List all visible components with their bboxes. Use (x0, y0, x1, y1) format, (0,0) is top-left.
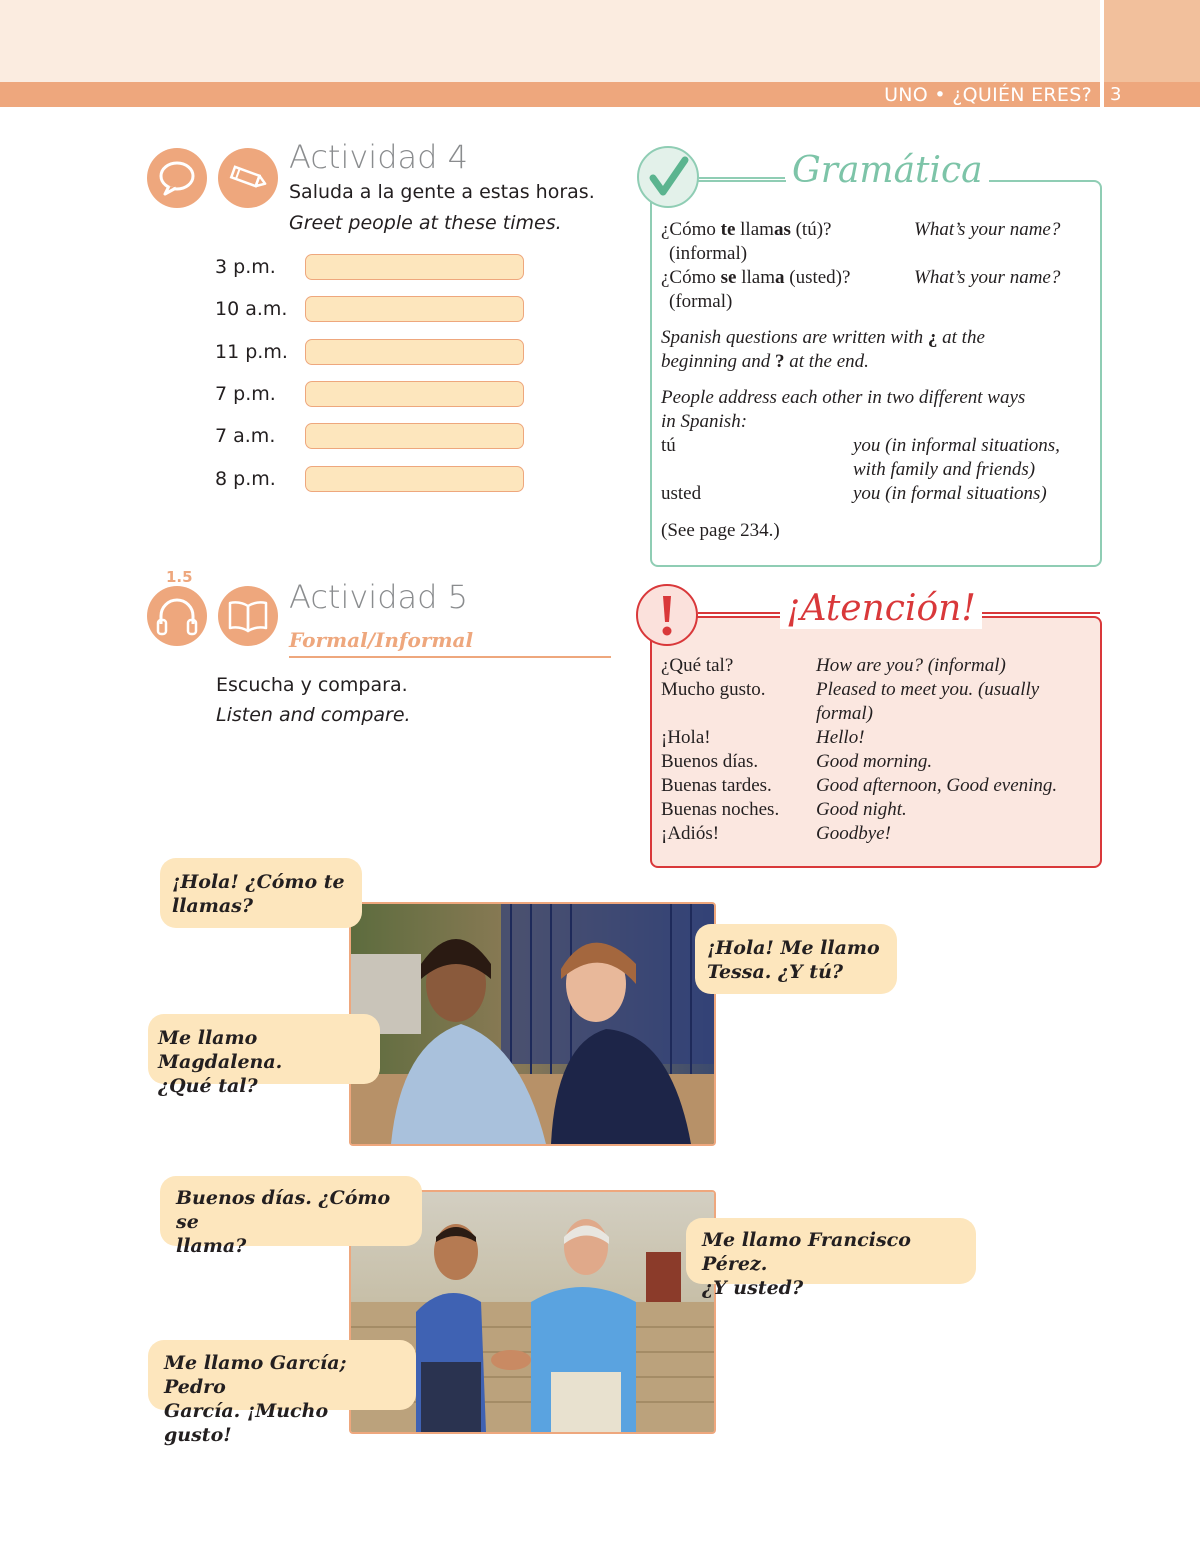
gramatica-question-formal-en: What’s your name? (914, 267, 1061, 288)
gramatica-usted: usted (661, 483, 702, 504)
time-row (215, 466, 535, 496)
exclamation-icon (636, 584, 698, 646)
page-number: 3 (1110, 84, 1122, 105)
time-answer-field[interactable] (305, 254, 524, 280)
atencion-phrase-es: Buenos días. (661, 751, 759, 772)
actividad-5-instruction-en: Listen and compare. (216, 704, 411, 726)
actividad-4-instruction-es: Saluda a la gente a estas horas. (289, 181, 595, 203)
checkmark-icon (637, 146, 699, 208)
time-label: 7 p.m. (215, 383, 276, 405)
atencion-title-rule (972, 612, 1100, 614)
atencion-phrase-en: Hello! (816, 727, 865, 748)
gramatica-address-note-line1: People address each other in two different ways (661, 387, 1026, 408)
gramatica-punctuation-note: Spanish questions are written with ¿ at the beginning and ? at the end. (661, 327, 985, 372)
pencil-icon (218, 148, 278, 208)
time-answer-field[interactable] (305, 466, 524, 492)
speech-bubble (160, 1176, 422, 1257)
time-row (215, 296, 535, 326)
time-label: 11 p.m. (215, 341, 288, 363)
atencion-phrase-es: Buenas noches. (661, 799, 780, 820)
atencion-phrase-es: ¿Qué tal? (661, 655, 734, 676)
header-band-corner (1104, 0, 1200, 82)
atencion-phrase-es: ¡Hola! (661, 727, 711, 748)
bubble-line: ¿Y usted? (702, 1277, 804, 1299)
bubble-line: llamas? (172, 895, 253, 917)
running-head: UNO • ¿QUIÉN ERES? (884, 84, 1092, 106)
actividad-5-instruction-es: Escucha y compara. (216, 674, 408, 696)
atencion-phrase-en: Good afternoon, Good evening. (816, 775, 1058, 796)
gramatica-address-note-line2: in Spanish: (661, 411, 748, 432)
gramatica-informal-note: (informal) (669, 243, 748, 264)
audio-track-number: 1.5 (166, 568, 193, 586)
speech-bubble (160, 858, 362, 928)
photo-girls-greeting (349, 902, 716, 1146)
book-icon (218, 586, 278, 646)
gramatica-tu-en-line2: with family and friends) (853, 459, 1036, 480)
bubble-line: Me llamo Francisco Pérez. (702, 1229, 911, 1275)
atencion-phrase-en: formal) (816, 703, 873, 724)
time-label: 10 a.m. (215, 298, 288, 320)
bubble-line: Me llamo Magdalena. (158, 1027, 283, 1073)
actividad-5-rule (289, 656, 611, 658)
bubble-line: llama? (176, 1235, 247, 1257)
gramatica-tu: tú (661, 435, 676, 456)
gramatica-question-formal: ¿Cómo se llama (usted)? (661, 267, 851, 288)
speech-bubble (686, 1218, 976, 1299)
speech-bubble (148, 1014, 380, 1097)
atencion-phrase-en: How are you? (informal) (816, 655, 1006, 676)
bubble-line: Me llamo García; Pedro (164, 1352, 347, 1398)
time-answer-field[interactable] (305, 381, 524, 407)
bubble-line: ¡Hola! Me llamo (707, 937, 880, 959)
bubble-line: ¡Hola! ¿Cómo te (172, 871, 345, 893)
atencion-phrase-es: Buenas tardes. (661, 775, 772, 796)
time-label: 3 p.m. (215, 256, 276, 278)
atencion-phrase-en: Good morning. (816, 751, 933, 772)
gramatica-see-page[interactable]: (See page 234.) (661, 520, 780, 541)
time-label: 8 p.m. (215, 468, 276, 490)
time-row (215, 339, 535, 369)
atencion-title: ¡Atención! (780, 588, 982, 629)
actividad-4-title: Actividad 4 (289, 138, 468, 176)
gramatica-tu-en-line1: you (in informal situations, (853, 435, 1060, 456)
time-answer-field[interactable] (305, 423, 524, 449)
gramatica-title: Gramática (786, 150, 989, 191)
atencion-phrase-en: Good night. (816, 799, 907, 820)
time-answer-field[interactable] (305, 296, 524, 322)
atencion-phrase-en: Pleased to meet you. (usually (816, 679, 1040, 700)
gramatica-question-informal: ¿Cómo te llamas (tú)? (661, 219, 832, 240)
bubble-line: Tessa. ¿Y tú? (707, 961, 844, 983)
actividad-5-title: Actividad 5 (289, 578, 468, 616)
bubble-line: ¿Qué tal? (158, 1075, 258, 1097)
speech-bubble (695, 924, 897, 994)
speech-bubble-icon (147, 148, 207, 208)
time-answer-field[interactable] (305, 339, 524, 365)
atencion-phrase-en: Goodbye! (816, 823, 891, 844)
time-row (215, 381, 535, 411)
time-row (215, 423, 535, 453)
actividad-5-subtitle: Formal/Informal (289, 628, 474, 652)
gramatica-title-rule (699, 177, 785, 179)
bubble-line: García. ¡Mucho gusto! (164, 1400, 329, 1446)
gramatica-formal-note: (formal) (669, 291, 733, 312)
time-label: 7 a.m. (215, 425, 276, 447)
gramatica-question-informal-en: What’s your name? (914, 219, 1061, 240)
atencion-phrase-es: ¡Adiós! (661, 823, 720, 844)
gramatica-usted-en: you (in formal situations) (853, 483, 1047, 504)
speech-bubble (148, 1340, 416, 1446)
bubble-line: Buenos días. ¿Cómo se (176, 1187, 391, 1233)
time-row (215, 254, 535, 284)
header-band (0, 0, 1100, 82)
atencion-phrase-es: Mucho gusto. (661, 679, 766, 700)
atencion-title-rule (698, 612, 780, 614)
actividad-4-instruction-en: Greet people at these times. (289, 212, 562, 234)
headphones-icon[interactable] (147, 586, 207, 646)
